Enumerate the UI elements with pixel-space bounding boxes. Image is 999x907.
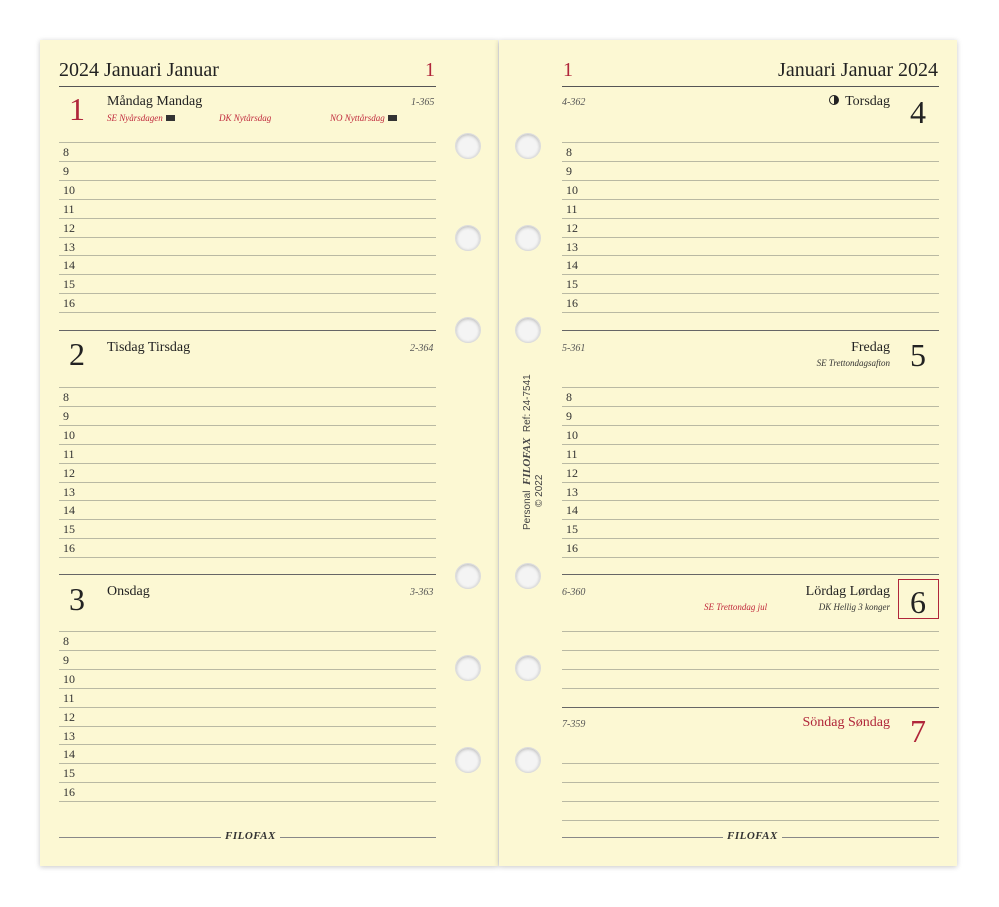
- ruled-line: [59, 744, 436, 745]
- hour-label: 10: [63, 671, 75, 686]
- brand-logo: FILOFAX: [723, 830, 782, 842]
- day-name: Onsdag: [107, 584, 150, 599]
- hour-label: 12: [566, 220, 578, 235]
- ruled-line: [562, 557, 939, 558]
- ruled-line: [562, 387, 939, 388]
- hour-label: 12: [63, 465, 75, 480]
- day-name: Fredag: [851, 340, 890, 355]
- hour-label: 10: [566, 182, 578, 197]
- ruled-line: [562, 463, 939, 464]
- hour-label: 12: [566, 465, 578, 480]
- ruled-line: [59, 274, 436, 275]
- day-of-year: 6-360: [562, 587, 586, 598]
- binder-hole: [455, 747, 481, 773]
- hour-label: 9: [63, 408, 69, 423]
- hour-label: 16: [566, 296, 578, 311]
- ruled-line: [562, 782, 939, 783]
- ruled-line: [59, 707, 436, 708]
- ruled-line: [59, 161, 436, 162]
- day-of-year: 2-364: [410, 343, 434, 354]
- ruled-line: [59, 406, 436, 407]
- ruled-line: [59, 312, 436, 313]
- hour-label: 15: [566, 522, 578, 537]
- ruled-line: [59, 763, 436, 764]
- hour-label: 15: [566, 277, 578, 292]
- day-number: 1: [69, 91, 85, 127]
- hour-label: 16: [63, 785, 75, 800]
- day-number: 7: [910, 713, 926, 749]
- hour-label: 8: [63, 390, 69, 404]
- ruled-line: [59, 669, 436, 670]
- holiday-label: [107, 113, 175, 123]
- ruled-line: [562, 406, 939, 407]
- hour-label: 15: [63, 277, 75, 292]
- week-number: 1: [563, 59, 573, 81]
- no-flag-icon: [388, 115, 397, 121]
- hour-label: 9: [566, 163, 572, 178]
- binder-hole: [515, 747, 541, 773]
- ruled-line: [562, 237, 939, 238]
- page-title: 2024 Januari Januar: [59, 59, 219, 81]
- day-of-year: 5-361: [562, 343, 586, 354]
- spine-print-line1: [521, 374, 533, 530]
- hour-label: 11: [63, 201, 75, 216]
- ruled-line: [562, 142, 939, 143]
- ruled-line: [59, 801, 436, 802]
- ruled-line: [59, 218, 436, 219]
- day-of-year: 4-362: [562, 97, 586, 108]
- hour-label: 16: [63, 541, 75, 556]
- hour-label: 15: [63, 522, 75, 537]
- hour-label: 11: [566, 201, 578, 216]
- hour-label: 13: [63, 239, 75, 254]
- ruled-line: [562, 425, 939, 426]
- day-number: 2: [69, 336, 85, 372]
- right-planner-page: [499, 40, 957, 866]
- day-separator: [562, 574, 939, 575]
- ruled-line: [59, 425, 436, 426]
- header-rule: [59, 86, 436, 87]
- hour-label: 14: [63, 747, 75, 762]
- ruled-line: [59, 237, 436, 238]
- day-name: Söndag Søndag: [802, 715, 890, 730]
- hour-label: 12: [63, 709, 75, 724]
- ruled-line: [59, 688, 436, 689]
- hour-label: 11: [566, 446, 578, 461]
- hour-label: 16: [566, 541, 578, 556]
- ruled-line: [562, 161, 939, 162]
- hour-label: 14: [63, 258, 75, 273]
- ruled-line: [562, 482, 939, 483]
- ruled-line: [562, 538, 939, 539]
- ruled-line: [562, 669, 939, 670]
- ruled-line: [59, 519, 436, 520]
- hour-label: 13: [566, 239, 578, 254]
- day-number: 4: [910, 94, 926, 130]
- binder-hole: [455, 563, 481, 589]
- day-number: 5: [910, 337, 926, 373]
- binder-hole: [515, 317, 541, 343]
- binder-hole: [455, 225, 481, 251]
- day-number: 3: [69, 581, 85, 617]
- holiday-label: DK Nytårsdag: [219, 113, 272, 123]
- ruled-line: [59, 255, 436, 256]
- spine-brand: FILOFAX: [521, 437, 533, 485]
- day-name: Lördag Lørdag: [805, 584, 890, 599]
- ruled-line: [562, 218, 939, 219]
- ruled-line: [562, 763, 939, 764]
- ruled-line: [562, 500, 939, 501]
- day-separator: [562, 707, 939, 708]
- hour-label: 13: [566, 484, 578, 499]
- hour-label: 11: [63, 690, 75, 705]
- holiday-label: [330, 113, 397, 123]
- ruled-line: [59, 142, 436, 143]
- ruled-line: [562, 631, 939, 632]
- ruled-line: [59, 444, 436, 445]
- day-name: Torsdag: [845, 94, 890, 109]
- hour-label: 11: [63, 446, 75, 461]
- day-number: 6: [910, 584, 926, 620]
- hour-label: 9: [566, 408, 572, 423]
- ruled-line: [59, 557, 436, 558]
- day-separator: [59, 574, 436, 575]
- left-planner-page: [40, 40, 498, 866]
- hour-label: 8: [63, 145, 69, 159]
- day-of-year: 1-365: [411, 97, 435, 108]
- ruled-line: [562, 180, 939, 181]
- hour-label: 9: [63, 163, 69, 178]
- binder-hole: [455, 317, 481, 343]
- ruled-line: [562, 688, 939, 689]
- holiday-text: SE Nyårsdagen: [107, 113, 163, 123]
- ruled-line: [562, 293, 939, 294]
- binder-hole: [515, 655, 541, 681]
- hour-label: 14: [63, 503, 75, 518]
- binder-hole: [515, 225, 541, 251]
- ruled-line: [562, 519, 939, 520]
- spine-personal: Personal: [522, 490, 533, 530]
- binder-hole: [455, 133, 481, 159]
- hour-label: 12: [63, 220, 75, 235]
- hour-label: 13: [63, 484, 75, 499]
- spine-ref: Ref: 24-7541: [522, 374, 533, 433]
- binder-hole: [515, 133, 541, 159]
- holiday-label: DK Hellig 3 konger: [818, 602, 890, 612]
- ruled-line: [59, 180, 436, 181]
- holiday-label: SE Trettondag jul: [704, 602, 768, 612]
- ruled-line: [59, 650, 436, 651]
- hour-label: 8: [63, 634, 69, 648]
- page-title: Januari Januar 2024: [778, 59, 938, 81]
- day-of-year: 7-359: [562, 719, 586, 730]
- binder-hole: [515, 563, 541, 589]
- hour-label: 16: [63, 296, 75, 311]
- ruled-line: [59, 782, 436, 783]
- holiday-label: SE Trettondagsafton: [816, 358, 890, 368]
- ruled-line: [59, 463, 436, 464]
- hour-label: 9: [63, 652, 69, 667]
- hour-label: 8: [566, 390, 572, 404]
- header-rule: [562, 86, 939, 87]
- ruled-line: [562, 199, 939, 200]
- hour-label: 14: [566, 258, 578, 273]
- day-name: Tisdag Tirsdag: [107, 340, 191, 355]
- ruled-line: [59, 726, 436, 727]
- day-of-year: 3-363: [410, 587, 434, 598]
- ruled-line: [59, 482, 436, 483]
- first-quarter-moon-icon: [829, 95, 839, 105]
- day-separator: [59, 330, 436, 331]
- week-number: 1: [425, 59, 435, 81]
- hour-label: 8: [566, 145, 572, 159]
- hour-label: 10: [63, 427, 75, 442]
- hour-label: 13: [63, 728, 75, 743]
- se-flag-icon: [166, 115, 175, 121]
- day-name: Måndag Mandag: [107, 94, 203, 109]
- spine-copyright: © 2022: [534, 474, 545, 507]
- ruled-line: [562, 255, 939, 256]
- ruled-line: [562, 274, 939, 275]
- day-separator: [562, 330, 939, 331]
- day-name-with-moon: [829, 94, 890, 110]
- ruled-line: [59, 199, 436, 200]
- hour-label: 14: [566, 503, 578, 518]
- ruled-line: [562, 650, 939, 651]
- ruled-line: [59, 387, 436, 388]
- binder-hole: [455, 655, 481, 681]
- ruled-line: [562, 801, 939, 802]
- ruled-line: [59, 631, 436, 632]
- ruled-line: [59, 538, 436, 539]
- ruled-line: [562, 312, 939, 313]
- ruled-line: [562, 444, 939, 445]
- ruled-line: [59, 293, 436, 294]
- ruled-line: [59, 500, 436, 501]
- hour-label: 15: [63, 766, 75, 781]
- holiday-text: NO Nyttårsdag: [330, 113, 385, 123]
- ruled-line: [562, 820, 939, 821]
- hour-label: 10: [63, 182, 75, 197]
- hour-label: 10: [566, 427, 578, 442]
- brand-logo: FILOFAX: [221, 830, 280, 842]
